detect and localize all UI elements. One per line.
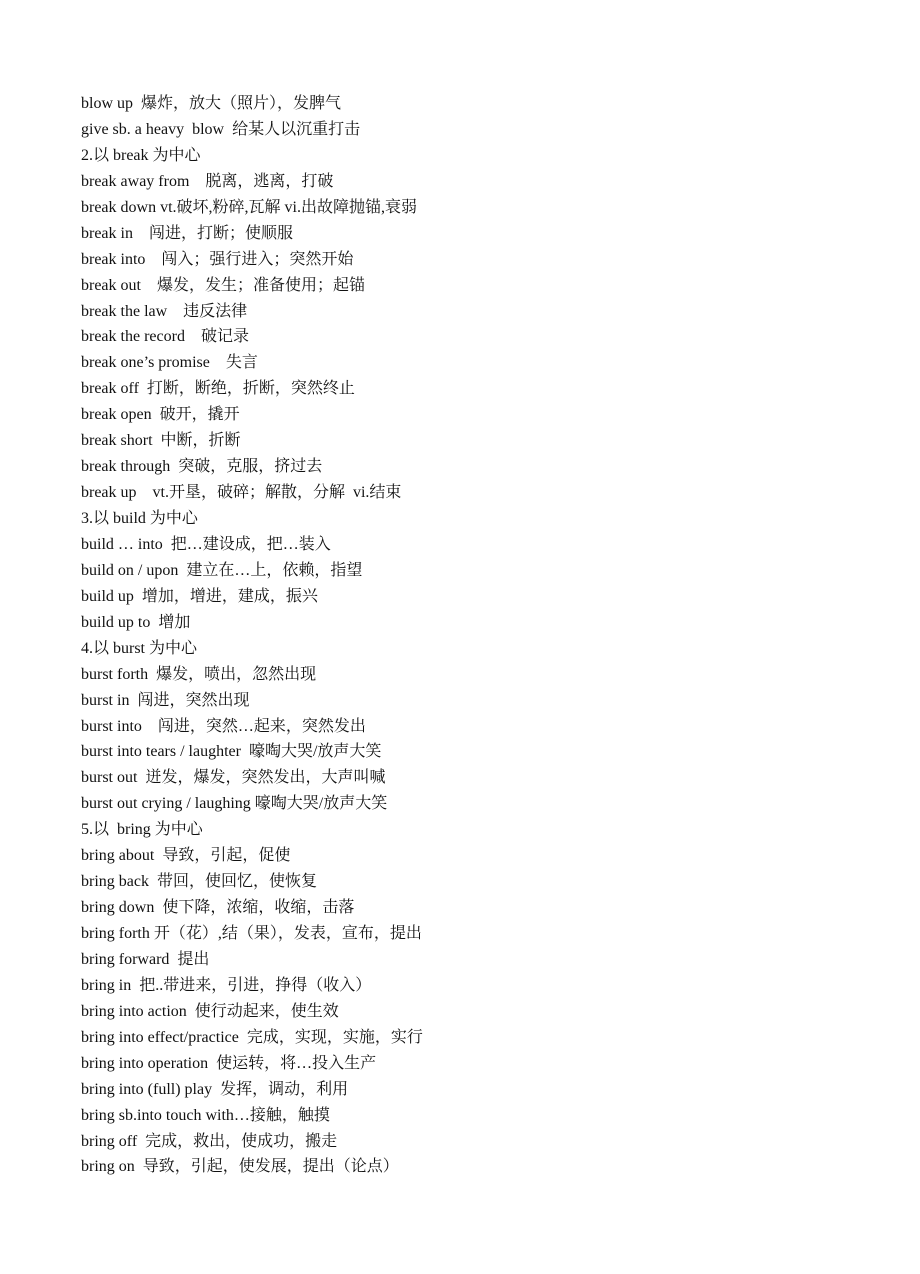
section-heading: 5.以 bring 为中心 — [81, 821, 203, 839]
phrase-entry: break short 中断，折断 — [81, 432, 241, 450]
phrase-entry: bring into operation 使运转，将…投入生产 — [81, 1054, 377, 1072]
phrase-entry: build … into 把…建设成，把…装入 — [81, 535, 331, 553]
phrase-entry: bring about 导致，引起，促使 — [81, 847, 291, 865]
phrase-entry: bring forth 开（花）,结（果），发表，宣布，提出 — [81, 925, 422, 942]
phrase-entry: break the law 违反法律 — [81, 302, 248, 320]
phrase-entry: burst out 迸发，爆发，突然发出，大声叫喊 — [81, 769, 386, 787]
phrase-entry: blow up 爆炸，放大（照片），发脾气 — [81, 95, 342, 112]
phrase-entry: burst into tears / laughter 嚎啕大哭/放声大笑 — [81, 743, 382, 761]
phrase-entry: break the record 破记录 — [81, 328, 249, 346]
phrase-entry: burst forth 爆发，喷出，忽然出现 — [81, 665, 317, 683]
document-page — [81, 91, 880, 1180]
phrase-entry: bring off 完成，救出，使成功，搬走 — [81, 1132, 338, 1150]
phrase-entry: break through 突破，克服，挤过去 — [81, 458, 323, 476]
phrase-entry: bring sb.into touch with…接触，触摸 — [81, 1106, 330, 1124]
phrase-entry: break down vt.破坏,粉碎,瓦解 vi.出故障抛锚,衰弱 — [81, 198, 417, 216]
phrase-entry: break out 爆发，发生；准备使用；起锚 — [81, 276, 365, 294]
section-heading: 2.以 break 为中心 — [81, 146, 201, 164]
phrase-entry: burst out crying / laughing 嚎啕大哭/放声大笑 — [81, 795, 388, 813]
phrase-entry: bring into effect/practice 完成，实现，实施，实行 — [81, 1028, 423, 1046]
section-heading: 4.以 burst 为中心 — [81, 639, 198, 657]
phrase-entry: build up 增加，增进，建成，振兴 — [81, 587, 318, 605]
phrase-entry: break in 闯进，打断；使顺服 — [81, 224, 293, 242]
phrase-entry: burst in 闯进，突然出现 — [81, 691, 250, 709]
phrase-entry: break off 打断，断绝，折断，突然终止 — [81, 380, 355, 398]
phrase-entry: bring into (full) play 发挥，调动，利用 — [81, 1080, 349, 1098]
phrase-entry: bring forward 提出 — [81, 950, 210, 968]
phrase-entry: break up vt.开垦，破碎；解散，分解 vi.结束 — [81, 484, 402, 502]
phrase-entry: build up to 增加 — [81, 613, 191, 631]
phrase-entry: break into 闯入；强行进入；突然开始 — [81, 250, 354, 268]
phrase-entry: bring back 带回，使回忆，使恢复 — [81, 873, 317, 891]
phrase-entry: bring down 使下降，浓缩，收缩，击落 — [81, 899, 355, 917]
phrase-entry: bring into action 使行动起来，使生效 — [81, 1002, 339, 1020]
phrase-entry: bring on 导致，引起，使发展，提出（论点） — [81, 1158, 399, 1176]
phrase-entry: break one’s promise 失言 — [81, 354, 258, 372]
phrase-entry: burst into 闯进，突然…起来，突然发出 — [81, 717, 366, 735]
phrase-entry: give sb. a heavy blow 给某人以沉重打击 — [81, 120, 361, 138]
phrase-entry: break open 破开，撬开 — [81, 406, 240, 424]
phrase-entry: build on / upon 建立在…上，依赖，指望 — [81, 561, 363, 579]
phrase-entry: break away from 脱离，逃离，打破 — [81, 172, 334, 190]
section-heading: 3.以 build 为中心 — [81, 510, 198, 527]
phrase-entry: bring in 把..带进来，引进，挣得（收入） — [81, 976, 372, 994]
